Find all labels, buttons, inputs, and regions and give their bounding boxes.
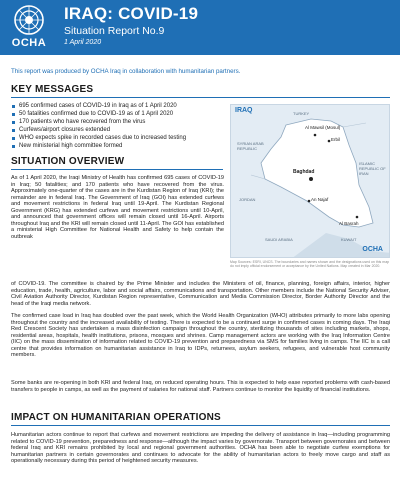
- section-divider: [11, 425, 390, 426]
- impact-heading: IMPACT ON HUMANITARIAN OPERATIONS: [11, 412, 221, 423]
- report-subtitle: Situation Report No.9: [64, 25, 165, 37]
- list-item: New ministerial high committee formed: [11, 142, 223, 150]
- map-city-najaf: An Najaf: [311, 197, 329, 202]
- report-title: IRAQ: COVID-19: [64, 4, 199, 23]
- intro-line: This report was produced by OCHA Iraq in collaboration with humanitarian partners.: [11, 68, 241, 75]
- map-title: IRAQ: [235, 107, 253, 114]
- org-name: OCHA: [11, 37, 47, 49]
- map-ocha-logo: OCHA: [362, 246, 383, 253]
- map-source-note: Map Sources: ESRI, UNCS. The boundaries and names shown and the designations used on this map do not imply official endorsement or acceptance by the United Nations. Map created in Mar 2020.: [230, 260, 390, 269]
- section-divider: [11, 97, 390, 98]
- situation-paragraph-1-cont: of COVID-19. The committee is chaired by the Prime Minister and includes the Ministers of oil, finance, planning, foreign affairs, interior, higher education, trade, health, agriculture, labor and social affairs, communications and transportation. Other members include the National Security Adviser, Civil Aviation Authority Director, Kurdistan Region representative, Communication and Media Commission Director, Border Authority Director and the head of the Iraqi media network.: [11, 281, 390, 307]
- list-item: WHO expects spike in recorded cases due to increased testing: [11, 134, 223, 142]
- map-city-basrah: Al Basrah: [339, 221, 359, 226]
- situation-paragraph-3: Some banks are re-opening in both KRI and federal Iraq, on reduced operating hours. This is expected to help ease reported problems with cash-based transfers to people in camps, as well as the payment of salaries for national staff. Partners continue to monitor the liquidity of financial institutions.: [11, 380, 390, 393]
- list-item: 170 patients who have recovered from the virus: [11, 118, 223, 126]
- map-city-mosul: Al Mawsil (Mosul): [305, 125, 341, 130]
- section-divider: [11, 169, 223, 170]
- iraq-map: [230, 104, 390, 258]
- situation-paragraph-1: As of 1 April 2020, the Iraqi Ministry of Health has confirmed 695 cases of COVID-19 in Iraq; 50 fatalities; and 170 patients who have recovered from the virus. Approximately one-quarter of the cases are in the Kurdistan Region of Iraq (KRI); the remainder are in federal Iraq. The Government of Iraq (GOI) has extended curfews and movement restrictions in federal Iraq until 19-April. The Kurdistan Regional Government (KRG) has extended curfews and movement restrictions until 10-April, and announced that government offices will remain closed until 16-April. Airports throughout Iraq and the KRI will remain closed until 11-April. The GOI has established a ministerial High Committee for National Health and Safety to help contain the outbreak: [11, 175, 224, 240]
- list-item: 695 confirmed cases of COVID-19 in Iraq as of 1 April 2020: [11, 102, 223, 110]
- key-messages-heading: KEY MESSAGES: [11, 84, 94, 95]
- map-label-kuwait: KUWAIT: [341, 237, 357, 242]
- report-date: 1 April 2020: [64, 39, 102, 46]
- ocha-emblem-icon: [13, 4, 45, 36]
- map-label-syria: SYRIAN ARAB REPUBLIC: [237, 141, 264, 151]
- map-label-iran: ISLAMIC REPUBLIC OF IRAN: [359, 161, 386, 176]
- situation-heading: SITUATION OVERVIEW: [11, 156, 125, 167]
- ocha-logo: [6, 4, 52, 49]
- map-city-baghdad: Baghdad: [293, 169, 315, 175]
- map-city-erbil: Erbil: [331, 137, 341, 142]
- list-item: 50 fatalities confirmed due to COVID-19 as of 1 April 2020: [11, 110, 223, 118]
- map-label-saudi: SAUDI ARABIA: [265, 237, 293, 242]
- situation-paragraph-2: The confirmed case load in Iraq has doubled over the past week, which the World Health Organization (WHO) attributes primarily to more labs opening throughout the country and the increased availability of testing. There is expected to be a continued surge in confirmed cases in coming days. The Iraqi Red Crescent Society has undertaken a mass disinfection campaign throughout the country, sterilizing thousands of sites including markets, shops, residential areas, hospitals, health institutions, prisons, mosques and shrines. Camp management actors are working with the Iraq Information Centre (IIC) on the mass dissemination of information related to COVID-19 prevention and preparedness via SMS for families living in camps. The IIC is a call centre that provides information on humanitarian assistance in Iraq to IDPs, returnees, asylum seekers, refugees, and vulnerable host community members.: [11, 313, 390, 359]
- map-label-turkey: TURKEY: [293, 111, 310, 116]
- key-messages-list: [11, 102, 223, 151]
- map-label-jordan: JORDAN: [239, 197, 256, 202]
- list-item: Curfews/airport closures extended: [11, 126, 223, 134]
- report-header: [0, 0, 400, 55]
- impact-paragraph-1: Humanitarian actors continue to report that curfews and movement restrictions are impeding the delivery of assistance in Iraq—including programming related to COVID-19 prevention, preparedness and response—although the impact varies by governorate. Transport between governorates and between federal Iraq and KRI remains prohibited by local and regional government authorities. OCHA has been able to negotiate curfew exemptions for humanitarian partners in certain governorates and continues to advocate for the ability of humanitarian actors to freely move cargo and staff as operationally necessary during this period of heightened security measures.: [11, 432, 390, 465]
